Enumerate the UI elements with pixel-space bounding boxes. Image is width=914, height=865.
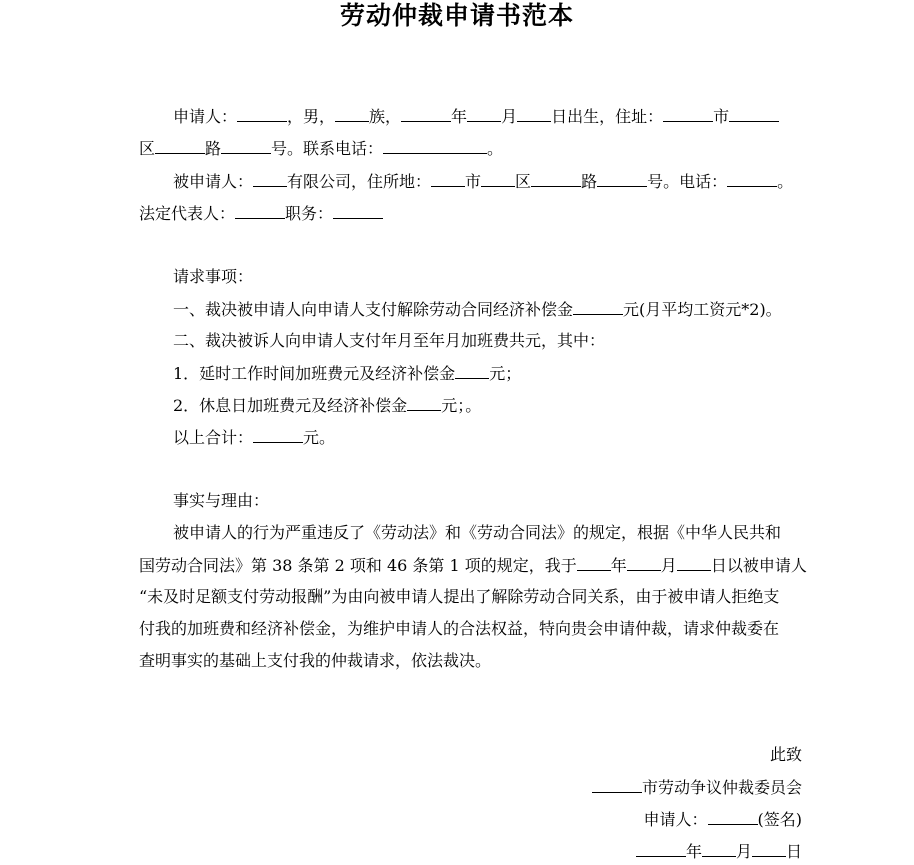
company-blank: [253, 171, 287, 187]
claim-sub-2: [173, 395, 481, 416]
legal-rep-blank: [235, 203, 285, 219]
claim-item-1-text: 一、裁决被申请人向申请人支付解除劳动合同经济补偿金: [173, 300, 574, 319]
facts-line-5: 查明事实的基础上支付我的仲裁请求，依法裁决。: [139, 651, 492, 670]
claims-total: [173, 427, 335, 448]
facts-line-3: “未及时足额支付劳动报酬”为由向被申请人提出了解除劳动合同关系，由于被申请人拒绝支: [139, 587, 780, 606]
legal-rep-label: 法定代表人：: [139, 204, 236, 223]
company-text: 有限公司，住所地：: [287, 172, 432, 191]
birth-address-text: 日出生，住址：: [551, 107, 664, 126]
claim-item-1-tail: 元(月平均工资元*2)。: [623, 300, 782, 319]
phone-label: 号。联系电话：: [271, 139, 384, 158]
date-day-blank: [752, 841, 786, 857]
birth-month-blank: [467, 106, 501, 122]
claim-sub-1-tail: 元；: [489, 364, 522, 383]
facts-line-2-text: 国劳动合同法》第 38 条第 2 项和 46 条第 1 项的规定，我于: [139, 556, 577, 575]
district-text: 区: [139, 139, 156, 158]
date-year-text: 年: [685, 842, 702, 861]
respondent-line-2: [139, 203, 383, 224]
applicant-line-2: [139, 138, 503, 159]
sub-1-blank: [455, 363, 489, 379]
claim-item-1: [173, 299, 782, 320]
claim-sub-1: [173, 363, 521, 384]
respondent-line-1: [173, 171, 793, 192]
resp-city-blank: [431, 171, 465, 187]
resp-district-text: 区: [515, 172, 532, 191]
signature-blank: [708, 809, 758, 825]
date-year-blank: [636, 841, 686, 857]
city-blank: [663, 106, 713, 122]
resp-phone-blank: [727, 171, 777, 187]
ethnicity-text: 族，: [369, 107, 402, 126]
facts-year-text: 年: [610, 556, 627, 575]
resp-period-text: 。: [777, 172, 794, 191]
document-title: 劳动仲裁申请书范本: [339, 1, 574, 30]
committee-city-blank: [592, 777, 642, 793]
date-month-blank: [702, 841, 736, 857]
applicant-line-1: [173, 106, 779, 127]
month-text: 月: [501, 107, 518, 126]
salutation: 此致: [769, 745, 802, 764]
city-text: 市: [713, 107, 730, 126]
committee-text: 市劳动争议仲裁委员会: [641, 778, 802, 797]
facts-line-2-tail: 日以被申请人: [710, 556, 807, 575]
signature-text: (签名): [757, 810, 802, 829]
signer-label: 申请人：: [643, 810, 708, 829]
claim-item-2: 二、裁决被诉人向申请人支付年月至年月加班费共元，其中：: [173, 331, 606, 350]
resp-number-blank: [597, 171, 647, 187]
facts-day-blank: [677, 555, 711, 571]
date-month-text: 月: [735, 842, 752, 861]
facts-heading: 事实与理由：: [173, 491, 270, 510]
total-blank: [253, 427, 303, 443]
date-line: [636, 841, 802, 862]
birth-year-blank: [401, 106, 451, 122]
facts-line-1: 被申请人的行为严重违反了《劳动法》和《劳动合同法》的规定，根据《中华人民共和: [173, 523, 782, 542]
total-tail: 元。: [303, 428, 336, 447]
signer-line: [643, 809, 802, 830]
resp-road-blank: [531, 171, 581, 187]
resp-city-text: 市: [465, 172, 482, 191]
phone-blank: [383, 138, 487, 154]
compensation-blank: [573, 299, 623, 315]
road-text: 路: [205, 139, 222, 158]
road-blank: [155, 138, 205, 154]
facts-month-text: 月: [660, 556, 677, 575]
claim-sub-1-text: 1．延时工作时间加班费元及经济补偿金: [173, 364, 456, 383]
resp-district-blank: [481, 171, 515, 187]
facts-year-blank: [577, 555, 611, 571]
ethnicity-blank: [335, 106, 369, 122]
applicant-label: 申请人：: [173, 107, 238, 126]
sub-2-blank: [407, 395, 441, 411]
respondent-label: 被申请人：: [173, 172, 254, 191]
position-blank: [333, 203, 383, 219]
resp-road-text: 路: [581, 172, 598, 191]
claim-sub-2-tail: 元；。: [441, 396, 482, 415]
facts-line-4: 付我的加班费和经济补偿金，为维护申请人的合法权益，特向贵会申请仲裁，请求仲裁委在: [139, 619, 780, 638]
gender-text: ，男，: [287, 107, 336, 126]
date-day-text: 日: [785, 842, 802, 861]
facts-month-blank: [627, 555, 661, 571]
position-label: 职务：: [285, 204, 334, 223]
period-text: 。: [487, 139, 504, 158]
resp-phone-label: 号。电话：: [647, 172, 728, 191]
name-blank: [237, 106, 287, 122]
total-label: 以上合计：: [173, 428, 254, 447]
claims-heading: 请求事项：: [173, 267, 254, 286]
year-text: 年: [451, 107, 468, 126]
claim-sub-2-text: 2．休息日加班费元及经济补偿金: [173, 396, 408, 415]
number-blank: [221, 138, 271, 154]
committee-line: [592, 777, 802, 798]
birth-day-blank: [517, 106, 551, 122]
district-blank-start: [729, 106, 779, 122]
facts-line-2: [139, 555, 807, 576]
